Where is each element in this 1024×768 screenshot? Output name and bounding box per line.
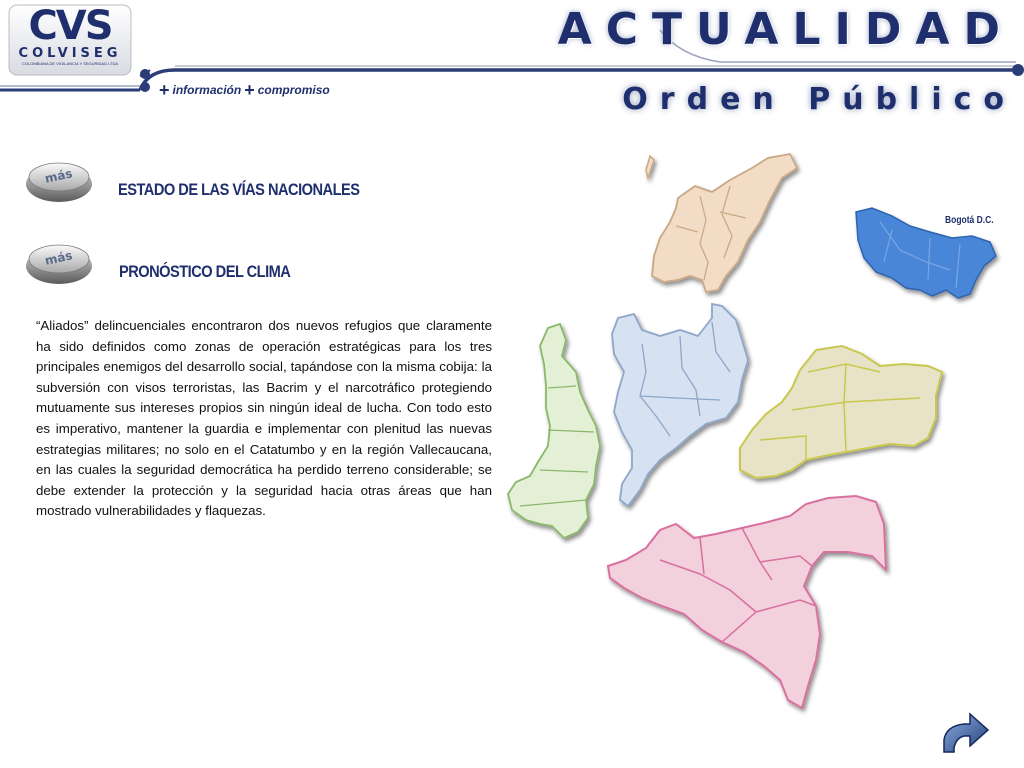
bogota-label: Bogotá D.C.	[945, 215, 994, 226]
map-region-north	[646, 154, 797, 292]
tagline-compromiso: compromiso	[257, 83, 330, 97]
page-title: ACTUALIDAD	[557, 4, 1014, 55]
link-pronostico-clima[interactable]: PRONÓSTICO DEL CLIMA	[119, 262, 291, 281]
mas-button-label: más	[43, 166, 74, 186]
logo-main-text: CVS	[28, 3, 112, 49]
curved-arrow-icon[interactable]	[938, 706, 992, 758]
tagline-informacion: información	[172, 83, 242, 97]
plus-icon: +	[159, 80, 170, 100]
map-region-south	[608, 496, 886, 708]
map-region-pacific	[508, 324, 600, 538]
article-body: “Aliados” delincuenciales encontraron dos nuevos refugios que claramente ha sido definidos como zonas de operación estratégicas para los tres principales enemigos del desarrollo social, tapándose con la misma cobija: la subversión con visos terroristas, las Bacrim y el narcotráfico protegiendo mutuamente sus intereses propios sin ningún ideal de lucha. Con todo esto es imperativo, mantener la guardia e implementar con plenitud las nuevas estrategias militares; no solo en el Catatumbo y en la región Vallecaucana, en las cuales la seguridad democrática ha perdido terreno considerable; se debe extender la protección y la seguridad hacia otras áreas que han mostrado vulnerabilidades y flaquezas.	[36, 318, 492, 519]
mas-button-clima[interactable]	[24, 236, 94, 286]
mas-button-label: más	[43, 248, 74, 268]
page-subtitle: Orden Público	[622, 82, 1016, 117]
logo-small-text: COLOMBIANA DE VIGILANCIA Y SEGURIDAD LTDA	[21, 61, 119, 66]
link-estado-vias[interactable]: ESTADO DE LAS VÍAS NACIONALES	[118, 180, 360, 199]
mas-button-vias[interactable]	[24, 154, 94, 204]
map-region-center	[612, 304, 748, 506]
colombia-regions-map	[500, 140, 1024, 720]
plus-icon: +	[244, 80, 255, 100]
logo-sub-text: COLVISEG	[18, 46, 122, 61]
tagline	[156, 80, 330, 101]
map-region-east	[740, 346, 942, 478]
